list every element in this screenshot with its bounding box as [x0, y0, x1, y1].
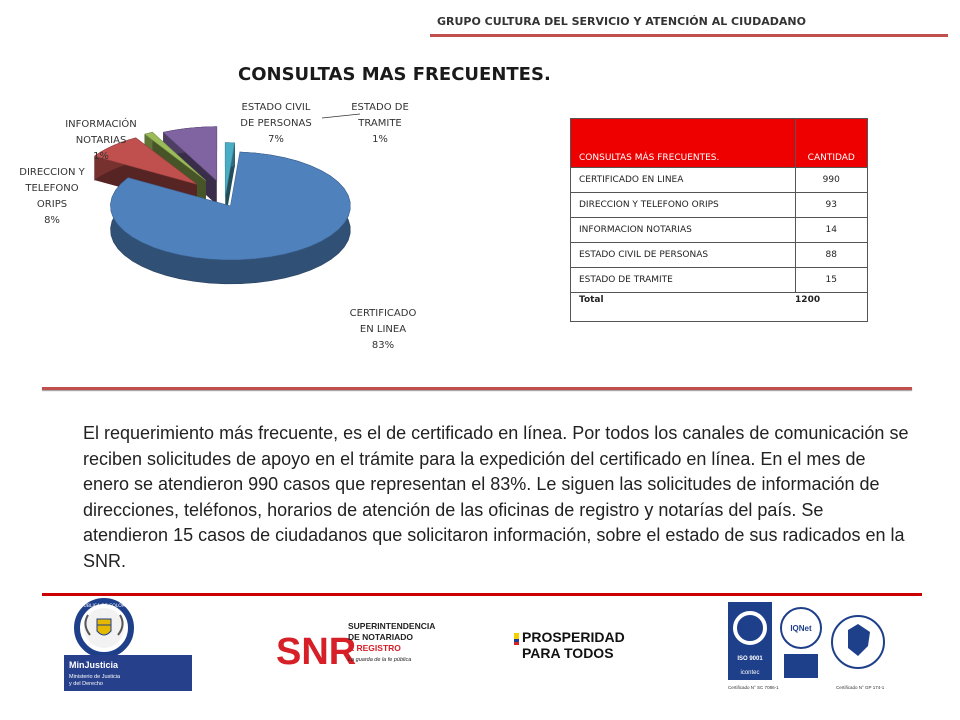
table-header-row — [571, 119, 868, 168]
snr-tagline: La guarda de la fe pública — [348, 657, 412, 663]
pie-data-label: ESTADO CIVIL DE PERSONAS 7% — [240, 102, 312, 145]
minjusticia-seal-text: REPÚBLICA DE COLOMBIA — [74, 604, 134, 609]
table-row — [571, 268, 868, 293]
pie-chart — [0, 95, 560, 365]
table-cell-value: 88 — [795, 243, 867, 268]
table-row — [571, 218, 868, 243]
label-leader-line — [322, 114, 360, 118]
iqnet-label: IQNet — [790, 624, 812, 633]
cert-label-2: Certificado N° GP 174-1 — [836, 685, 885, 690]
snr-line2: DE NOTARIADO — [348, 632, 414, 642]
table-total-row — [571, 293, 868, 322]
table-cell-label: INFORMACION NOTARIAS — [571, 218, 796, 243]
table-row — [571, 243, 868, 268]
icontec-label: icontec — [740, 670, 760, 676]
prosperidad-line2: PARA TODOS — [522, 645, 614, 661]
table-header-consultas: CONSULTAS MÁS FRECUENTES. — [571, 119, 796, 168]
table-row — [571, 168, 868, 193]
table-cell-label: DIRECCION Y TELEFONO ORIPS — [571, 193, 796, 218]
pie-data-label: INFORMACIÓN NOTARIAS 1% — [65, 119, 137, 162]
minjusticia-sub2: y del Derecho — [69, 681, 103, 687]
table-row — [571, 193, 868, 218]
table-cell-label: ESTADO DE TRAMITE — [571, 268, 796, 293]
iso-label: ISO 9001 — [737, 656, 763, 662]
table-header-cantidad: CANTIDAD — [795, 119, 867, 168]
pie-slices — [95, 127, 351, 284]
table-cell-label: ESTADO CIVIL DE PERSONAS — [571, 243, 796, 268]
table-cell-value: 14 — [795, 218, 867, 243]
header-group-title: GRUPO CULTURA DEL SERVICIO Y ATENCIÓN AL CIUDADANO — [437, 15, 806, 28]
table-cell-value: 93 — [795, 193, 867, 218]
table-cell-value: 15 — [795, 268, 867, 293]
table-cell-label: CERTIFICADO EN LINEA — [571, 168, 796, 193]
prosperidad-line1: PROSPERIDAD — [522, 629, 625, 645]
prosperidad-logo — [512, 624, 644, 664]
bottom-divider — [42, 593, 922, 596]
top-divider — [430, 34, 948, 37]
minjusticia-logo — [64, 597, 194, 693]
pie-data-label: ESTADO DE TRAMITE 1% — [351, 102, 409, 145]
table-total-value: 1200 — [795, 293, 867, 322]
snr-logo — [272, 612, 448, 684]
pie-data-label: DIRECCION Y TELEFONO ORIPS 8% — [19, 167, 85, 226]
snr-line3: & REGISTRO — [348, 643, 401, 653]
table-total-label: Total — [571, 293, 796, 322]
data-table — [570, 118, 868, 322]
snr-mark: SNR — [276, 631, 357, 673]
summary-paragraph: El requerimiento más frecuente, es el de certificado en línea. Por todos los canales de comunicación se reciben solicitudes de apoyo en el trámite para la expedición del certificado en línea. En el mes de enero se atendieron 990 casos que representan el 83%. Le siguen las solicitudes de información de direcciones, teléfonos, horarios de atención de las oficinas de registro y notarías del país. Se atendieron 15 casos de ciudadanos que solicitaron información, sobre el estado de sus radicados en la SNR. — [83, 423, 909, 571]
certification-logos — [724, 600, 894, 692]
minjusticia-name: MinJusticia — [69, 660, 119, 670]
page-title: CONSULTAS MAS FRECUENTES. — [238, 64, 551, 85]
pie-data-label: CERTIFICADO EN LINEA 83% — [349, 308, 417, 351]
snr-line1: SUPERINTENDENCIA — [348, 621, 436, 631]
table-cell-value: 990 — [795, 168, 867, 193]
cert-label-1: Certificado N° SC 7086-1 — [728, 685, 779, 690]
middle-divider — [42, 387, 912, 390]
minjusticia-sub1: Ministerio de Justicia — [69, 674, 121, 680]
